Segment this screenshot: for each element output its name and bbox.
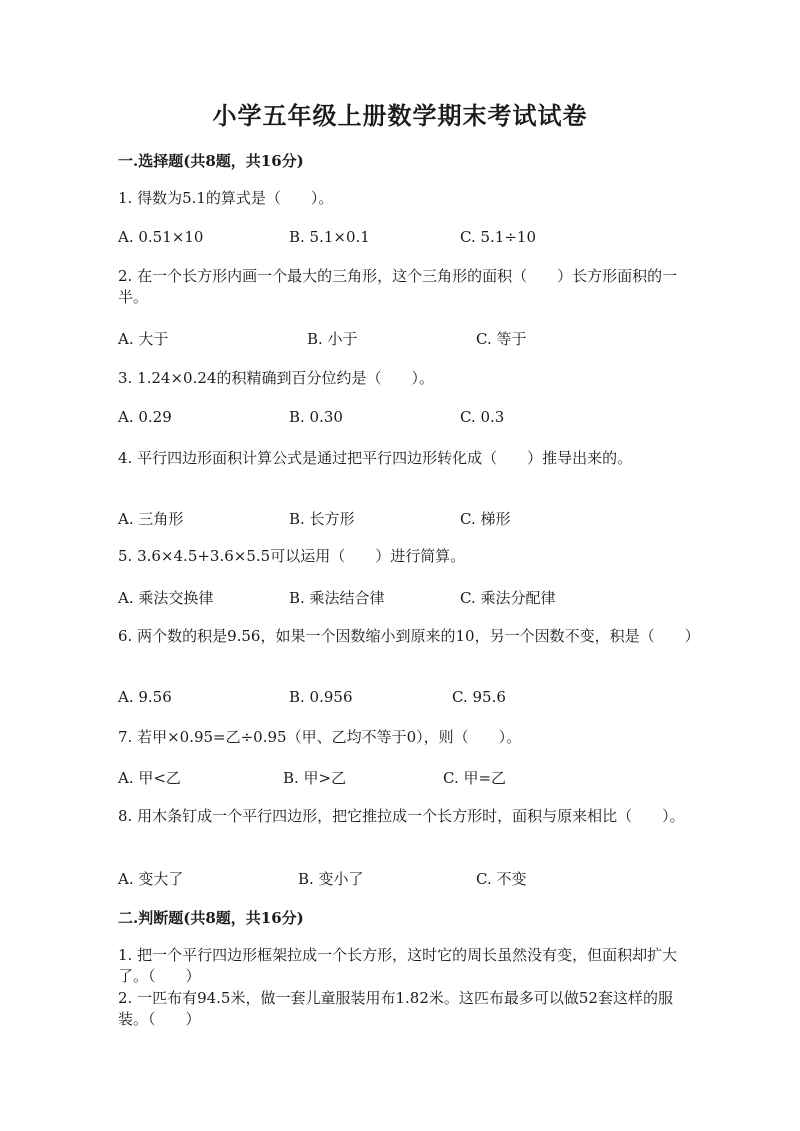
option-a: A. 变大了	[118, 870, 184, 888]
question-stem: 2. 在一个长方形内画一个最大的三角形，这个三角形的面积（ ）长方形面积的一半。	[118, 267, 678, 306]
question-stem: 7. 若甲×0.95=乙÷0.95（甲、乙均不等于0），则（ ）。	[118, 728, 522, 746]
question-stem: 6. 两个数的积是9.56，如果一个因数缩小到原来的10，另一个因数不变，积是（ ）	[118, 627, 700, 645]
question-stem: 5. 3.6×4.5+3.6×5.5可以运用（ ）进行简算。	[118, 547, 466, 565]
option-a: A. 甲<乙	[118, 769, 181, 787]
question-stem: 1. 得数为5.1的算式是（ ）。	[118, 189, 334, 207]
option-c: C. 95.6	[452, 688, 506, 706]
option-b: B. 0.956	[289, 688, 353, 706]
option-c: C. 等于	[476, 330, 527, 348]
option-b: B. 甲>乙	[283, 769, 347, 787]
option-a: A. 0.29	[118, 408, 172, 426]
option-b: B. 长方形	[289, 510, 355, 528]
option-c: C. 乘法分配律	[460, 589, 556, 607]
section-heading-choice: 一.选择题(共8题，共16分)	[118, 152, 304, 170]
judge-question: 1. 把一个平行四边形框架拉成一个长方形，这时它的周长虽然没有变，但面积却扩大了。（ ）	[118, 946, 678, 985]
option-c: C. 不变	[476, 870, 527, 888]
question-stem: 4. 平行四边形面积计算公式是通过把平行四边形转化成（ ）推导出来的。	[118, 449, 633, 467]
question-stem: 3. 1.24×0.24的积精确到百分位约是（ ）。	[118, 369, 434, 387]
option-c: C. 梯形	[460, 510, 511, 528]
judge-question: 2. 一匹布有94.5米，做一套儿童服装用布1.82米。这匹布最多可以做52套这样的服装。（ ）	[118, 989, 673, 1028]
option-b: B. 0.30	[289, 408, 343, 426]
option-b: B. 变小了	[298, 870, 364, 888]
option-a: A. 大于	[118, 330, 169, 348]
option-c: C. 甲=乙	[443, 769, 507, 787]
option-b: B. 5.1×0.1	[289, 228, 370, 246]
section-heading-judge: 二.判断题(共8题，共16分)	[118, 909, 304, 927]
option-c: C. 0.3	[460, 408, 505, 426]
option-a: A. 9.56	[118, 688, 172, 706]
page-title: 小学五年级上册数学期末考试试卷	[212, 101, 588, 130]
question-stem: 8. 用木条钉成一个平行四边形，把它推拉成一个长方形时，面积与原来相比（ ）。	[118, 807, 685, 825]
option-a: A. 三角形	[118, 510, 184, 528]
option-a: A. 乘法交换律	[118, 589, 214, 607]
option-a: A. 0.51×10	[118, 228, 204, 246]
option-c: C. 5.1÷10	[460, 228, 536, 246]
option-b: B. 乘法结合律	[289, 589, 385, 607]
option-b: B. 小于	[307, 330, 358, 348]
